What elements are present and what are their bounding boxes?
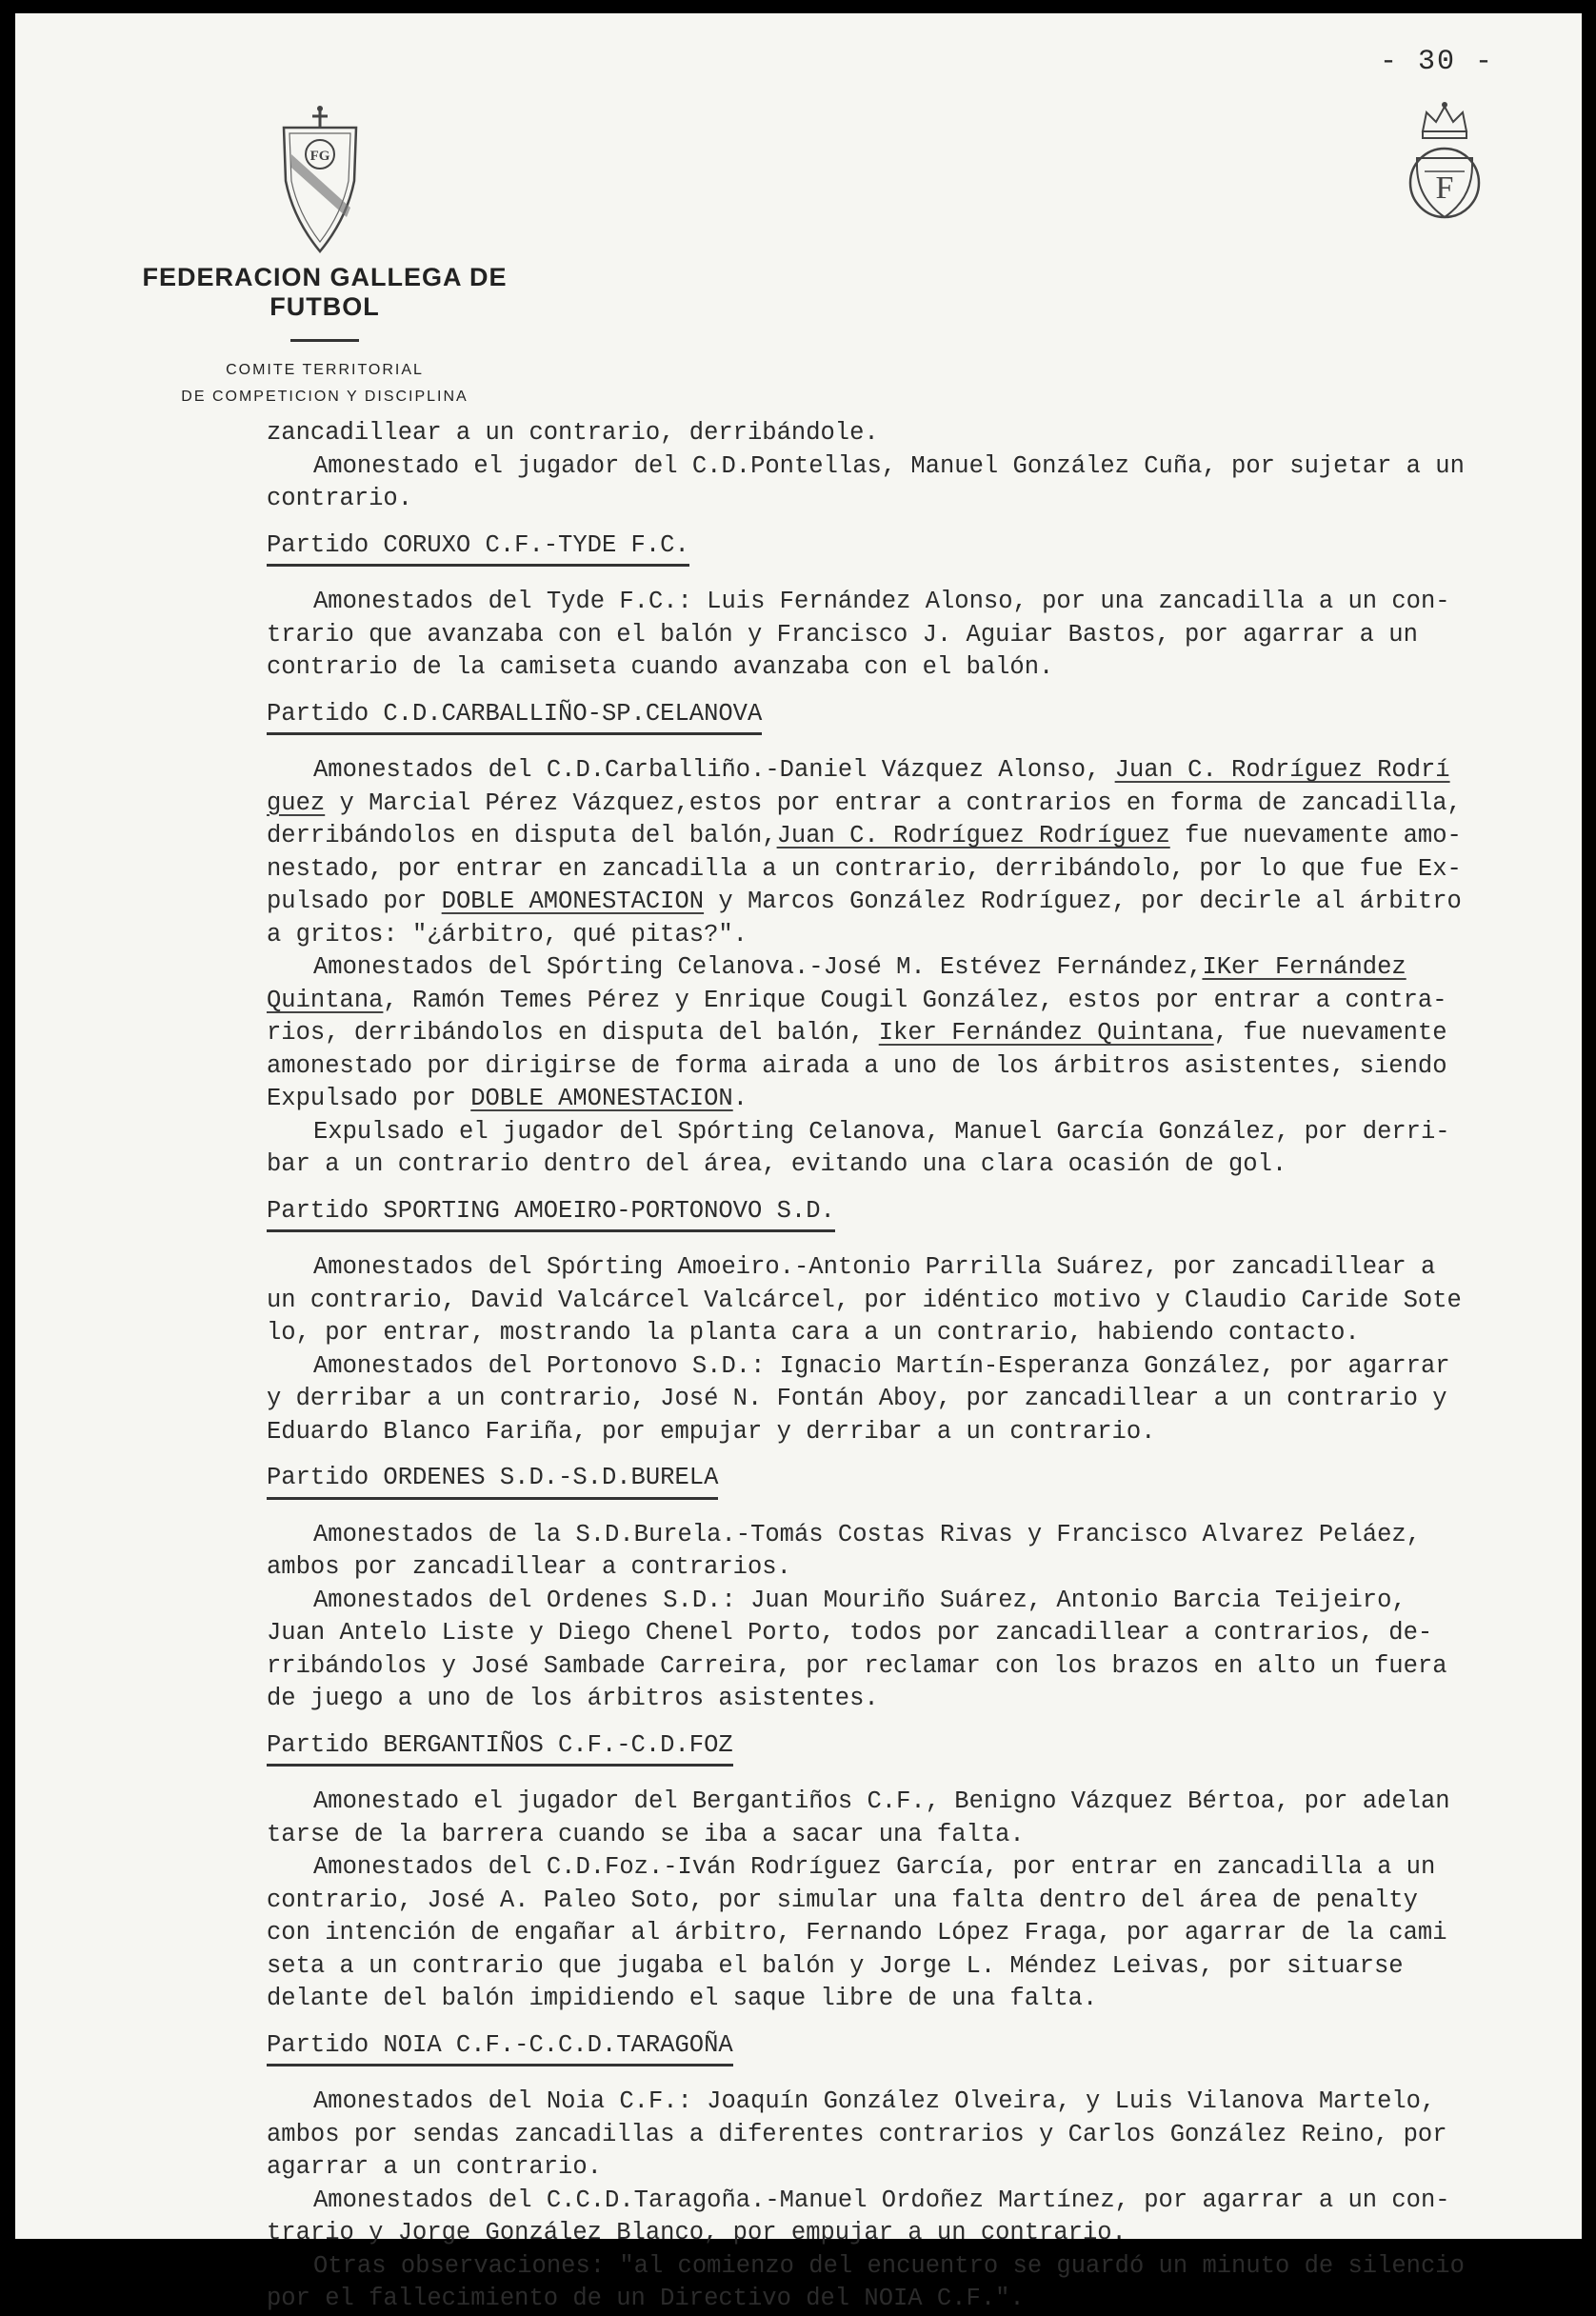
committee-line-1: COMITE TERRITORIAL bbox=[226, 362, 424, 378]
text-line: bar a un contrario dentro del área, evitando una clara ocasión de gol. bbox=[267, 1150, 1287, 1178]
document-body bbox=[267, 417, 1571, 2316]
match-paragraph bbox=[267, 1350, 1571, 1449]
match-paragraph bbox=[267, 754, 1571, 951]
match-paragraph bbox=[267, 1585, 1571, 1716]
text-line: zancadillear a un contrario, derribándole. bbox=[267, 419, 879, 447]
text-line: Amonestados del Noia C.F.: Joaquín González Olveira, y Luis Vilanova Martelo, bbox=[313, 2087, 1436, 2115]
text-line: Amonestados del C.C.D.Taragoña.-Manuel Ordoñez Martínez, por agarrar a un con- bbox=[313, 2186, 1450, 2214]
text-line: Amonestados del C.D.Foz.-Iván Rodríguez García, por entrar en zancadilla a un bbox=[313, 1853, 1436, 1881]
match-heading-carballino-celanova: Partido C.D.CARBALLIÑO-SP.CELANOVA bbox=[267, 698, 1571, 736]
document-page bbox=[15, 13, 1582, 2312]
text-line: trario y Jorge González Blanco, por empujar a un contrario. bbox=[267, 2219, 1127, 2246]
text-line: por el fallecimiento de un Directivo del NOIA C.F.". bbox=[267, 2285, 1025, 2312]
text-line: Eduardo Blanco Fariña, por empujar y derribar a un contrario. bbox=[267, 1417, 1156, 1446]
text-line: contrario de la camiseta cuando avanzaba con el balón. bbox=[267, 653, 1054, 681]
text-line: contrario, José A. Paleo Soto, por simular una falta dentro del área de penalty bbox=[267, 1886, 1418, 1914]
text-line: contrario. bbox=[267, 485, 413, 512]
text-line: nestado, por entrar en zancadilla a un contrario, derribándolo, por lo que fue Ex- bbox=[267, 854, 1462, 883]
svg-text:F: F bbox=[1435, 170, 1454, 206]
text-line: Juan Antelo Liste y Diego Chenel Porto, todos por zancadillear a contrarios, de- bbox=[267, 1619, 1433, 1647]
match-paragraph bbox=[267, 586, 1571, 685]
text-line: rribándolos y José Sambade Carreira, por reclamar con los brazos en alto un fuera bbox=[267, 1651, 1447, 1680]
text-line: pulsado por DOBLE AMONESTACION y Marcos González Rodríguez, por decirle al árbitro bbox=[267, 888, 1462, 915]
text-line: Amonestados del Spórting Amoeiro.-Antonio Parrilla Suárez, por zancadillear a bbox=[313, 1253, 1436, 1281]
text-line: Amonestados del Tyde F.C.: Luis Fernández Alonso, por una zancadilla a un con- bbox=[313, 588, 1450, 615]
committee-line-2: DE COMPETICION Y DISCIPLINA bbox=[181, 389, 469, 405]
underlined-name: IKer Fernández bbox=[1202, 953, 1406, 981]
text-line: derribándolos en disputa del balón,Juan C. Rodríguez Rodríguez fue nuevamente amo- bbox=[267, 822, 1462, 849]
match-paragraph bbox=[267, 1851, 1571, 2016]
match-paragraph bbox=[267, 1116, 1571, 1182]
match-paragraph bbox=[267, 1251, 1571, 1350]
text-line: rios, derribándolos en disputa del balón, Iker Fernández Quintana, fue nuevamente bbox=[267, 1019, 1447, 1047]
letterhead-divider bbox=[290, 339, 359, 342]
spanish-federation-crown-crest-icon bbox=[1407, 99, 1482, 232]
text-line: un contrario, David Valcárcel Valcárcel, por idéntico motivo y Claudio Caride Sote bbox=[267, 1286, 1462, 1314]
underlined-name: Quintana bbox=[267, 986, 384, 1014]
text-line: amonestado por dirigirse de forma airada a uno de los árbitros asistentes, siendo bbox=[267, 1051, 1447, 1080]
underlined-name: guez bbox=[267, 789, 326, 817]
text-line: tarse de la barrera cuando se iba a sacar una falta. bbox=[267, 1820, 1025, 1848]
text-line: ambos por sendas zancadillas a diferentes contrarios y Carlos González Reino, por bbox=[267, 2120, 1447, 2148]
text-line: y derribar a un contrario, José N. Fontán Aboy, por zancadillear a un contrario y bbox=[267, 1385, 1447, 1412]
svg-text:FG: FG bbox=[309, 149, 330, 164]
match-heading-ordenes-burela: Partido ORDENES S.D.-S.D.BURELA bbox=[267, 1462, 1571, 1500]
text-line: trario que avanzaba con el balón y Francisco J. Aguiar Bastos, por agarrar a un bbox=[267, 620, 1418, 649]
underlined-name: Juan C. Rodríguez Rodríguez bbox=[776, 822, 1170, 849]
text-line: Amonestado el jugador del Bergantiños C.F., Benigno Vázquez Bértoa, por adelan bbox=[313, 1787, 1450, 1815]
match-heading-amoeiro-portonovo: Partido SPORTING AMOEIRO-PORTONOVO S.D. bbox=[267, 1195, 1571, 1233]
text-line: Amonestados del Ordenes S.D.: Juan Mouriño Suárez, Antonio Barcia Teijeiro, bbox=[313, 1586, 1406, 1614]
galician-federation-crest-icon bbox=[278, 105, 362, 257]
text-line: delante del balón impidiendo el saque libre de una falta. bbox=[267, 1985, 1098, 2012]
text-line: Amonestados del C.D.Carballiño.-Daniel Vázquez Alonso, Juan C. Rodríguez Rodrí bbox=[313, 756, 1450, 784]
match-paragraph bbox=[267, 2086, 1571, 2185]
match-heading-noia-taragona: Partido NOIA C.F.-C.C.D.TARAGOÑA bbox=[267, 2029, 1571, 2067]
text-line: seta a un contrario que jugaba el balón y Jorge L. Méndez Leivas, por situarse bbox=[267, 1951, 1404, 1980]
match-paragraph bbox=[267, 2250, 1571, 2316]
underlined-sanction: DOBLE AMONESTACION bbox=[470, 1085, 733, 1112]
text-line: agarrar a un contrario. bbox=[267, 2153, 602, 2181]
text-line: de juego a uno de los árbitros asistentes. bbox=[267, 1685, 879, 1712]
text-line: guez y Marcial Pérez Vázquez,estos por entrar a contrarios en forma de zancadilla, bbox=[267, 789, 1462, 817]
match-paragraph bbox=[267, 1786, 1571, 1851]
federation-name: FEDERACION GALLEGA DE FUTBOL bbox=[142, 263, 508, 321]
match-paragraph bbox=[267, 2185, 1571, 2250]
text-line: lo, por entrar, mostrando la planta cara a un contrario, habiendo contacto. bbox=[267, 1319, 1360, 1347]
text-line: con intención de engañar al árbitro, Fernando López Fraga, por agarrar de la cami bbox=[267, 1919, 1447, 1947]
underlined-name: Juan C. Rodríguez Rodrí bbox=[1114, 756, 1450, 784]
text-line: Expulsado el jugador del Spórting Celanova, Manuel García González, por derri- bbox=[313, 1117, 1450, 1146]
text-line: Amonestados del Spórting Celanova.-José M. Estévez Fernández,IKer Fernández bbox=[313, 953, 1406, 981]
underlined-name: Iker Fernández Quintana bbox=[878, 1019, 1214, 1047]
text-line: a gritos: "¿árbitro, qué pitas?". bbox=[267, 920, 748, 948]
text-line: Quintana, Ramón Temes Pérez y Enrique Cougil González, estos por entrar a contra- bbox=[267, 986, 1447, 1014]
match-heading-coruxo-tyde: Partido CORUXO C.F.-TYDE F.C. bbox=[267, 529, 1571, 568]
intro-paragraph bbox=[267, 417, 1571, 516]
text-line: Amonestados del Portonovo S.D.: Ignacio Martín-Esperanza González, por agarrar bbox=[313, 1351, 1450, 1380]
text-line: Expulsado por DOBLE AMONESTACION. bbox=[267, 1085, 748, 1112]
match-paragraph bbox=[267, 1519, 1571, 1585]
match-heading-bergantinos-foz: Partido BERGANTIÑOS C.F.-C.D.FOZ bbox=[267, 1729, 1571, 1767]
text-line: Amonestados de la S.D.Burela.-Tomás Costas Rivas y Francisco Alvarez Peláez, bbox=[313, 1520, 1421, 1548]
underlined-sanction: DOBLE AMONESTACION bbox=[441, 888, 705, 915]
text-line: Otras observaciones: "al comienzo del encuentro se guardó un minuto de silencio bbox=[313, 2251, 1465, 2280]
match-paragraph bbox=[267, 951, 1571, 1116]
letterhead bbox=[91, 263, 558, 410]
text-line: ambos por zancadillear a contrarios. bbox=[267, 1553, 791, 1581]
text-line: Amonestado el jugador del C.D.Pontellas, Manuel González Cuña, por sujetar a un bbox=[313, 451, 1465, 480]
page-number: - 30 - bbox=[1379, 46, 1494, 78]
